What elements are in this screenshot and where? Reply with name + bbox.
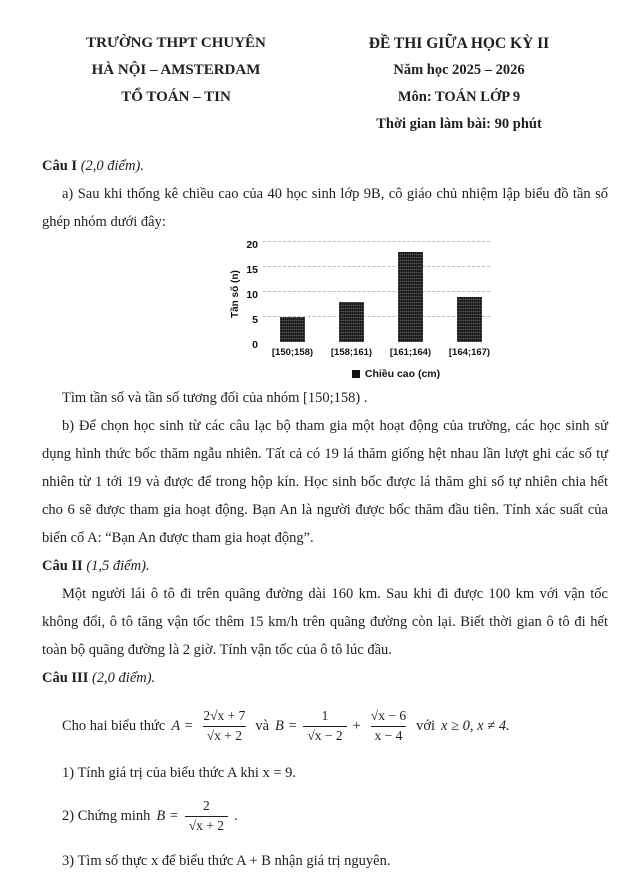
expr-A-numerator: 2√x + 7 bbox=[203, 708, 246, 724]
chart-x-labels bbox=[263, 347, 499, 358]
chart-x-label: [164;167) bbox=[448, 347, 491, 358]
cau3-heading bbox=[42, 664, 608, 692]
cau3-item2-numerator: 2 bbox=[202, 798, 210, 814]
chart-bar-column bbox=[263, 317, 322, 342]
cau3-conditions: x ≥ 0, x ≠ 4. bbox=[441, 717, 510, 734]
chart-bar-column bbox=[381, 252, 440, 342]
cau1-find-text: Tìm tần số và tần số tương đối của nhóm [150;158) . bbox=[62, 390, 368, 406]
expr-B2-denominator: x − 4 bbox=[371, 726, 407, 745]
cau1-points: (2,0 điểm). bbox=[80, 158, 144, 174]
cau1-heading bbox=[42, 152, 608, 180]
cau3-item2-denominator: √x + 2 bbox=[185, 816, 228, 835]
cau2-title: Câu II bbox=[42, 558, 83, 574]
exam-header bbox=[42, 30, 608, 138]
school-line-2: HÀ NỘI – AMSTERDAM bbox=[91, 62, 261, 78]
chart-legend bbox=[270, 368, 522, 380]
cau3-item-1: 1) Tính giá trị của biểu thức A khi x = 9. bbox=[62, 765, 297, 781]
school-block bbox=[42, 30, 310, 138]
expr-B2-numerator: √x − 6 bbox=[370, 708, 407, 724]
exam-duration: Thời gian làm bài: 90 phút bbox=[376, 116, 542, 132]
cau3-intro-prefix: Cho hai biểu thức bbox=[62, 717, 166, 734]
cau2-points: (1,5 điểm). bbox=[86, 558, 150, 574]
cau3-item2-period: . bbox=[233, 807, 238, 824]
exam-year: Năm học 2025 – 2026 bbox=[393, 62, 525, 78]
chart-y-ticks bbox=[241, 239, 263, 351]
cau3-intro-formula bbox=[42, 700, 608, 752]
chart-y-axis-label: Tần số (n) bbox=[230, 270, 241, 318]
cau2-heading bbox=[42, 552, 608, 580]
expr-A-fraction bbox=[199, 707, 249, 744]
exam-info-block bbox=[310, 30, 608, 138]
chart-x-label: [158;161) bbox=[330, 347, 373, 358]
chart-x-label: [150;158) bbox=[271, 347, 314, 358]
chart-bar-column bbox=[322, 302, 381, 342]
plus-sign: + bbox=[352, 717, 361, 734]
and-word: và bbox=[255, 717, 270, 734]
cond-word: với bbox=[416, 717, 436, 734]
cau3-item2-B-label: B = bbox=[156, 807, 179, 824]
chart-bar bbox=[280, 317, 305, 342]
cau3-item2-fraction bbox=[185, 797, 228, 834]
chart-bar bbox=[339, 302, 364, 342]
expr-A-denominator: √x + 2 bbox=[203, 726, 246, 745]
chart-legend-label: Chiều cao (cm) bbox=[364, 368, 441, 380]
chart-bar-column bbox=[440, 297, 499, 342]
cau3-item2-prefix: 2) Chứng minh bbox=[62, 807, 151, 824]
chart-y-tick: 5 bbox=[252, 314, 258, 326]
expr-A-label: A = bbox=[171, 717, 194, 734]
chart-y-tick: 0 bbox=[252, 339, 258, 351]
cau1-part-b: b) Để chọn học sinh từ các câu lạc bộ tham gia một hoạt động của trường, các học sinh sử dụng hình thức bốc thăm ngẫu nhiên. Tất cả có 19 lá thăm giống hệt nhau lần lượt ghi các số tự nhiên từ 1 tới 19 và được để trong hộp kín. Học sinh bốc được lá thăm ghi số tự nhiên chia hết cho 6 sẽ được tham gia hoạt động. Bạn An là người được bốc thăm đầu tiên. Tính xác suất của biến cố A: “Bạn An được tham gia hoạt động”. bbox=[42, 418, 608, 546]
cau1-title: Câu I bbox=[42, 158, 78, 174]
chart-x-label: [161;164) bbox=[389, 347, 432, 358]
expr-B1-numerator: 1 bbox=[321, 708, 329, 724]
expr-B-label: B = bbox=[275, 717, 298, 734]
cau3-item-3: 3) Tìm số thực x để biểu thức A + B nhận giá trị nguyên. bbox=[62, 853, 391, 869]
expr-B-fraction-1 bbox=[303, 707, 346, 744]
legend-square-icon bbox=[352, 370, 360, 378]
chart-plot bbox=[263, 242, 499, 342]
chart-y-tick: 20 bbox=[246, 239, 258, 251]
exam-subject: Môn: TOÁN LỚP 9 bbox=[397, 89, 521, 105]
cau3-points: (2,0 điểm). bbox=[91, 670, 156, 686]
school-line-3: TỔ TOÁN – TIN bbox=[121, 89, 231, 105]
chart-y-tick: 15 bbox=[246, 264, 258, 276]
cau2-body: Một người lái ô tô đi trên quãng đường dài 160 km. Sau khi đi được 100 km với vận tốc không đổi, ô tô tăng vận tốc thêm 15 km/h trên quãng đường còn lại. Biết thời gian ô tô đi hết toàn bộ quãng đường là 2 giờ. Tính vận tốc của ô tô lúc đầu. bbox=[42, 586, 608, 658]
chart-bar bbox=[457, 297, 482, 342]
expr-B-fraction-2 bbox=[367, 707, 410, 744]
exam-title: ĐỀ THI GIỮA HỌC KỲ II bbox=[368, 35, 550, 52]
cau3-item-2 bbox=[42, 790, 608, 842]
cau1-part-a: a) Sau khi thống kê chiều cao của 40 học sinh lớp 9B, cô giáo chủ nhiệm lập biểu đồ tần số ghép nhóm dưới đây: bbox=[42, 186, 608, 230]
chart-bar bbox=[398, 252, 423, 342]
frequency-chart bbox=[230, 239, 522, 380]
cau3-title: Câu III bbox=[42, 670, 89, 686]
school-line-1: TRƯỜNG THPT CHUYÊN bbox=[86, 35, 266, 51]
expr-B1-denominator: √x − 2 bbox=[303, 726, 346, 745]
chart-y-tick: 10 bbox=[246, 289, 258, 301]
chart-plot-area bbox=[263, 242, 499, 358]
